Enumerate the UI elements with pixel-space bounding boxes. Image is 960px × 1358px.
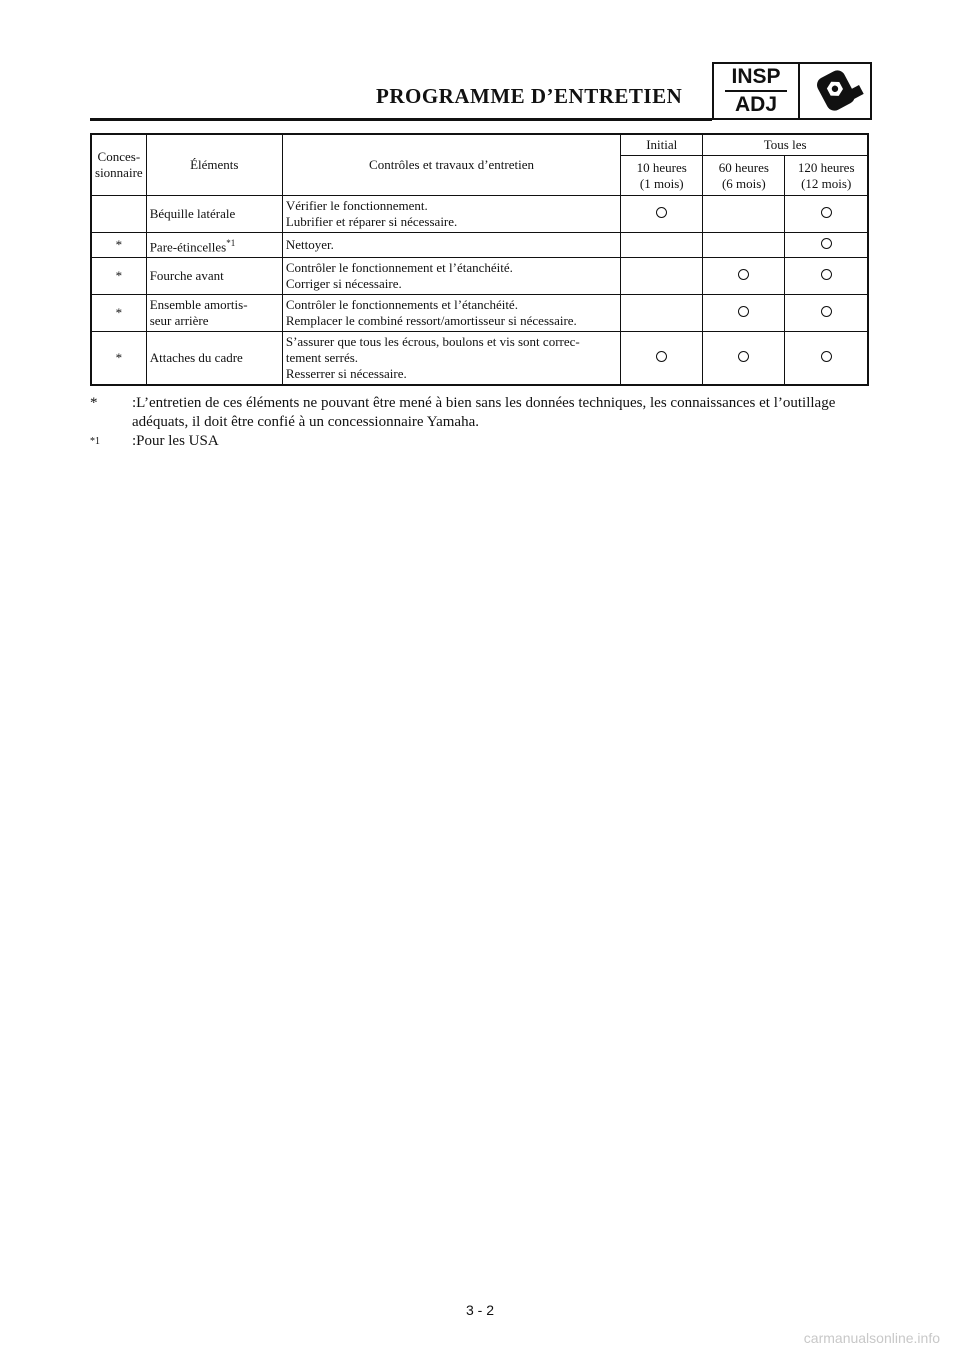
check-circle-icon — [656, 351, 667, 362]
interval-cell — [703, 332, 785, 386]
check-circle-icon — [738, 269, 749, 280]
interval-header — [785, 156, 868, 196]
interval-cell — [785, 233, 868, 258]
interval-cell — [703, 196, 785, 233]
checks-cell — [282, 258, 620, 295]
dealer-cell — [91, 196, 146, 233]
check-circle-icon — [821, 238, 832, 249]
dealer-header-line2: sionnaire — [95, 165, 143, 180]
elements-column-header: Éléments — [146, 134, 282, 196]
footnotes — [90, 394, 870, 456]
every-header: Tous les — [703, 134, 868, 156]
title-underline — [90, 118, 712, 121]
footnote-mark-sup: *1 — [90, 436, 100, 447]
table-row — [91, 295, 868, 332]
footnote-mark — [90, 432, 132, 456]
checks-cell — [282, 233, 620, 258]
interval-cell — [703, 258, 785, 295]
interval-cell — [621, 233, 703, 258]
interval-cell — [703, 233, 785, 258]
element-footnote-ref: *1 — [226, 238, 236, 248]
table-row — [91, 332, 868, 386]
page-number: 3 - 2 — [465, 1302, 494, 1318]
interval-label-3: 120 heures (12 mois) — [797, 159, 855, 191]
badge-adj-label: ADJ — [734, 93, 777, 116]
interval-cell — [703, 295, 785, 332]
watermark: carmanualsonline.info — [803, 1330, 940, 1346]
footnote-text: :L’entretien de ces éléments ne pouvant être mené à bien sans les données techniques, les connaissances et l’outillage adéquats, il doit être confié à un concessionnaire Yamaha. — [132, 395, 836, 430]
element-name: Fourche avant — [149, 268, 224, 284]
insp-adj-badge — [712, 62, 872, 120]
element-cell — [146, 233, 282, 258]
checks-text: Contrôler le fonctionnements et l’étanchéité. Remplacer le combiné ressort/amortisseur si nécessaire. — [285, 297, 577, 329]
interval-cell — [621, 258, 703, 295]
footnote-mark-text: * — [90, 395, 98, 411]
check-circle-icon — [738, 306, 749, 317]
interval-cell — [621, 332, 703, 386]
element-cell — [146, 295, 282, 332]
check-circle-icon — [821, 306, 832, 317]
page-title: PROGRAMME D’ENTRETIEN — [376, 84, 683, 108]
interval-cell — [621, 196, 703, 233]
element-name: Béquille latérale — [149, 206, 236, 221]
interval-label-2: 60 heures (6 mois) — [718, 159, 769, 191]
table-row — [91, 233, 868, 258]
checks-text: Contrôler le fonctionnement et l’étanchéité. Corriger si nécessaire. — [285, 260, 513, 292]
interval-header — [703, 156, 785, 196]
check-circle-icon — [821, 207, 832, 218]
dealer-cell: * — [91, 295, 146, 332]
element-name: Pare-étincelles — [149, 239, 227, 255]
dealer-header-line1: Conces- — [97, 149, 141, 164]
element-name: Ensemble amortis- seur arrière — [149, 297, 248, 329]
badge-text-block — [714, 64, 800, 118]
checks-text: Nettoyer. — [285, 237, 334, 253]
checks-column-header: Contrôles et travaux d’entretien — [282, 134, 620, 196]
maintenance-table — [90, 133, 869, 386]
checks-cell — [282, 332, 620, 386]
dealer-cell: * — [91, 332, 146, 386]
interval-header — [621, 156, 703, 196]
initial-header: Initial — [621, 134, 703, 156]
table-row — [91, 196, 868, 233]
footnote — [90, 394, 870, 432]
footnote-mark — [90, 394, 132, 432]
footnote — [90, 432, 870, 456]
element-cell — [146, 332, 282, 386]
dealer-column-header — [91, 134, 146, 196]
dealer-cell: * — [91, 258, 146, 295]
badge-divider — [725, 90, 787, 92]
element-cell — [146, 196, 282, 233]
interval-cell — [785, 332, 868, 386]
check-circle-icon — [821, 351, 832, 362]
wrench-nut-icon — [800, 64, 870, 118]
checks-text: Vérifier le fonctionnement. Lubrifier et réparer si nécessaire. — [285, 198, 458, 229]
badge-insp-label: INSP — [731, 65, 781, 88]
element-name: Attaches du cadre — [149, 350, 243, 366]
interval-label-1: 10 heures (1 mois) — [636, 159, 687, 191]
check-circle-icon — [656, 207, 667, 218]
interval-cell — [785, 258, 868, 295]
table-row — [91, 258, 868, 295]
checks-cell — [282, 196, 620, 233]
checks-cell — [282, 295, 620, 332]
check-circle-icon — [738, 351, 749, 362]
footnote-text: :Pour les USA — [132, 433, 219, 449]
interval-cell — [785, 295, 868, 332]
element-cell — [146, 258, 282, 295]
checks-text: S’assurer que tous les écrous, boulons et vis sont correc- tement serrés. Resserrer si nécessaire. — [285, 334, 580, 382]
interval-cell — [621, 295, 703, 332]
check-circle-icon — [821, 269, 832, 280]
dealer-cell: * — [91, 233, 146, 258]
interval-cell — [785, 196, 868, 233]
